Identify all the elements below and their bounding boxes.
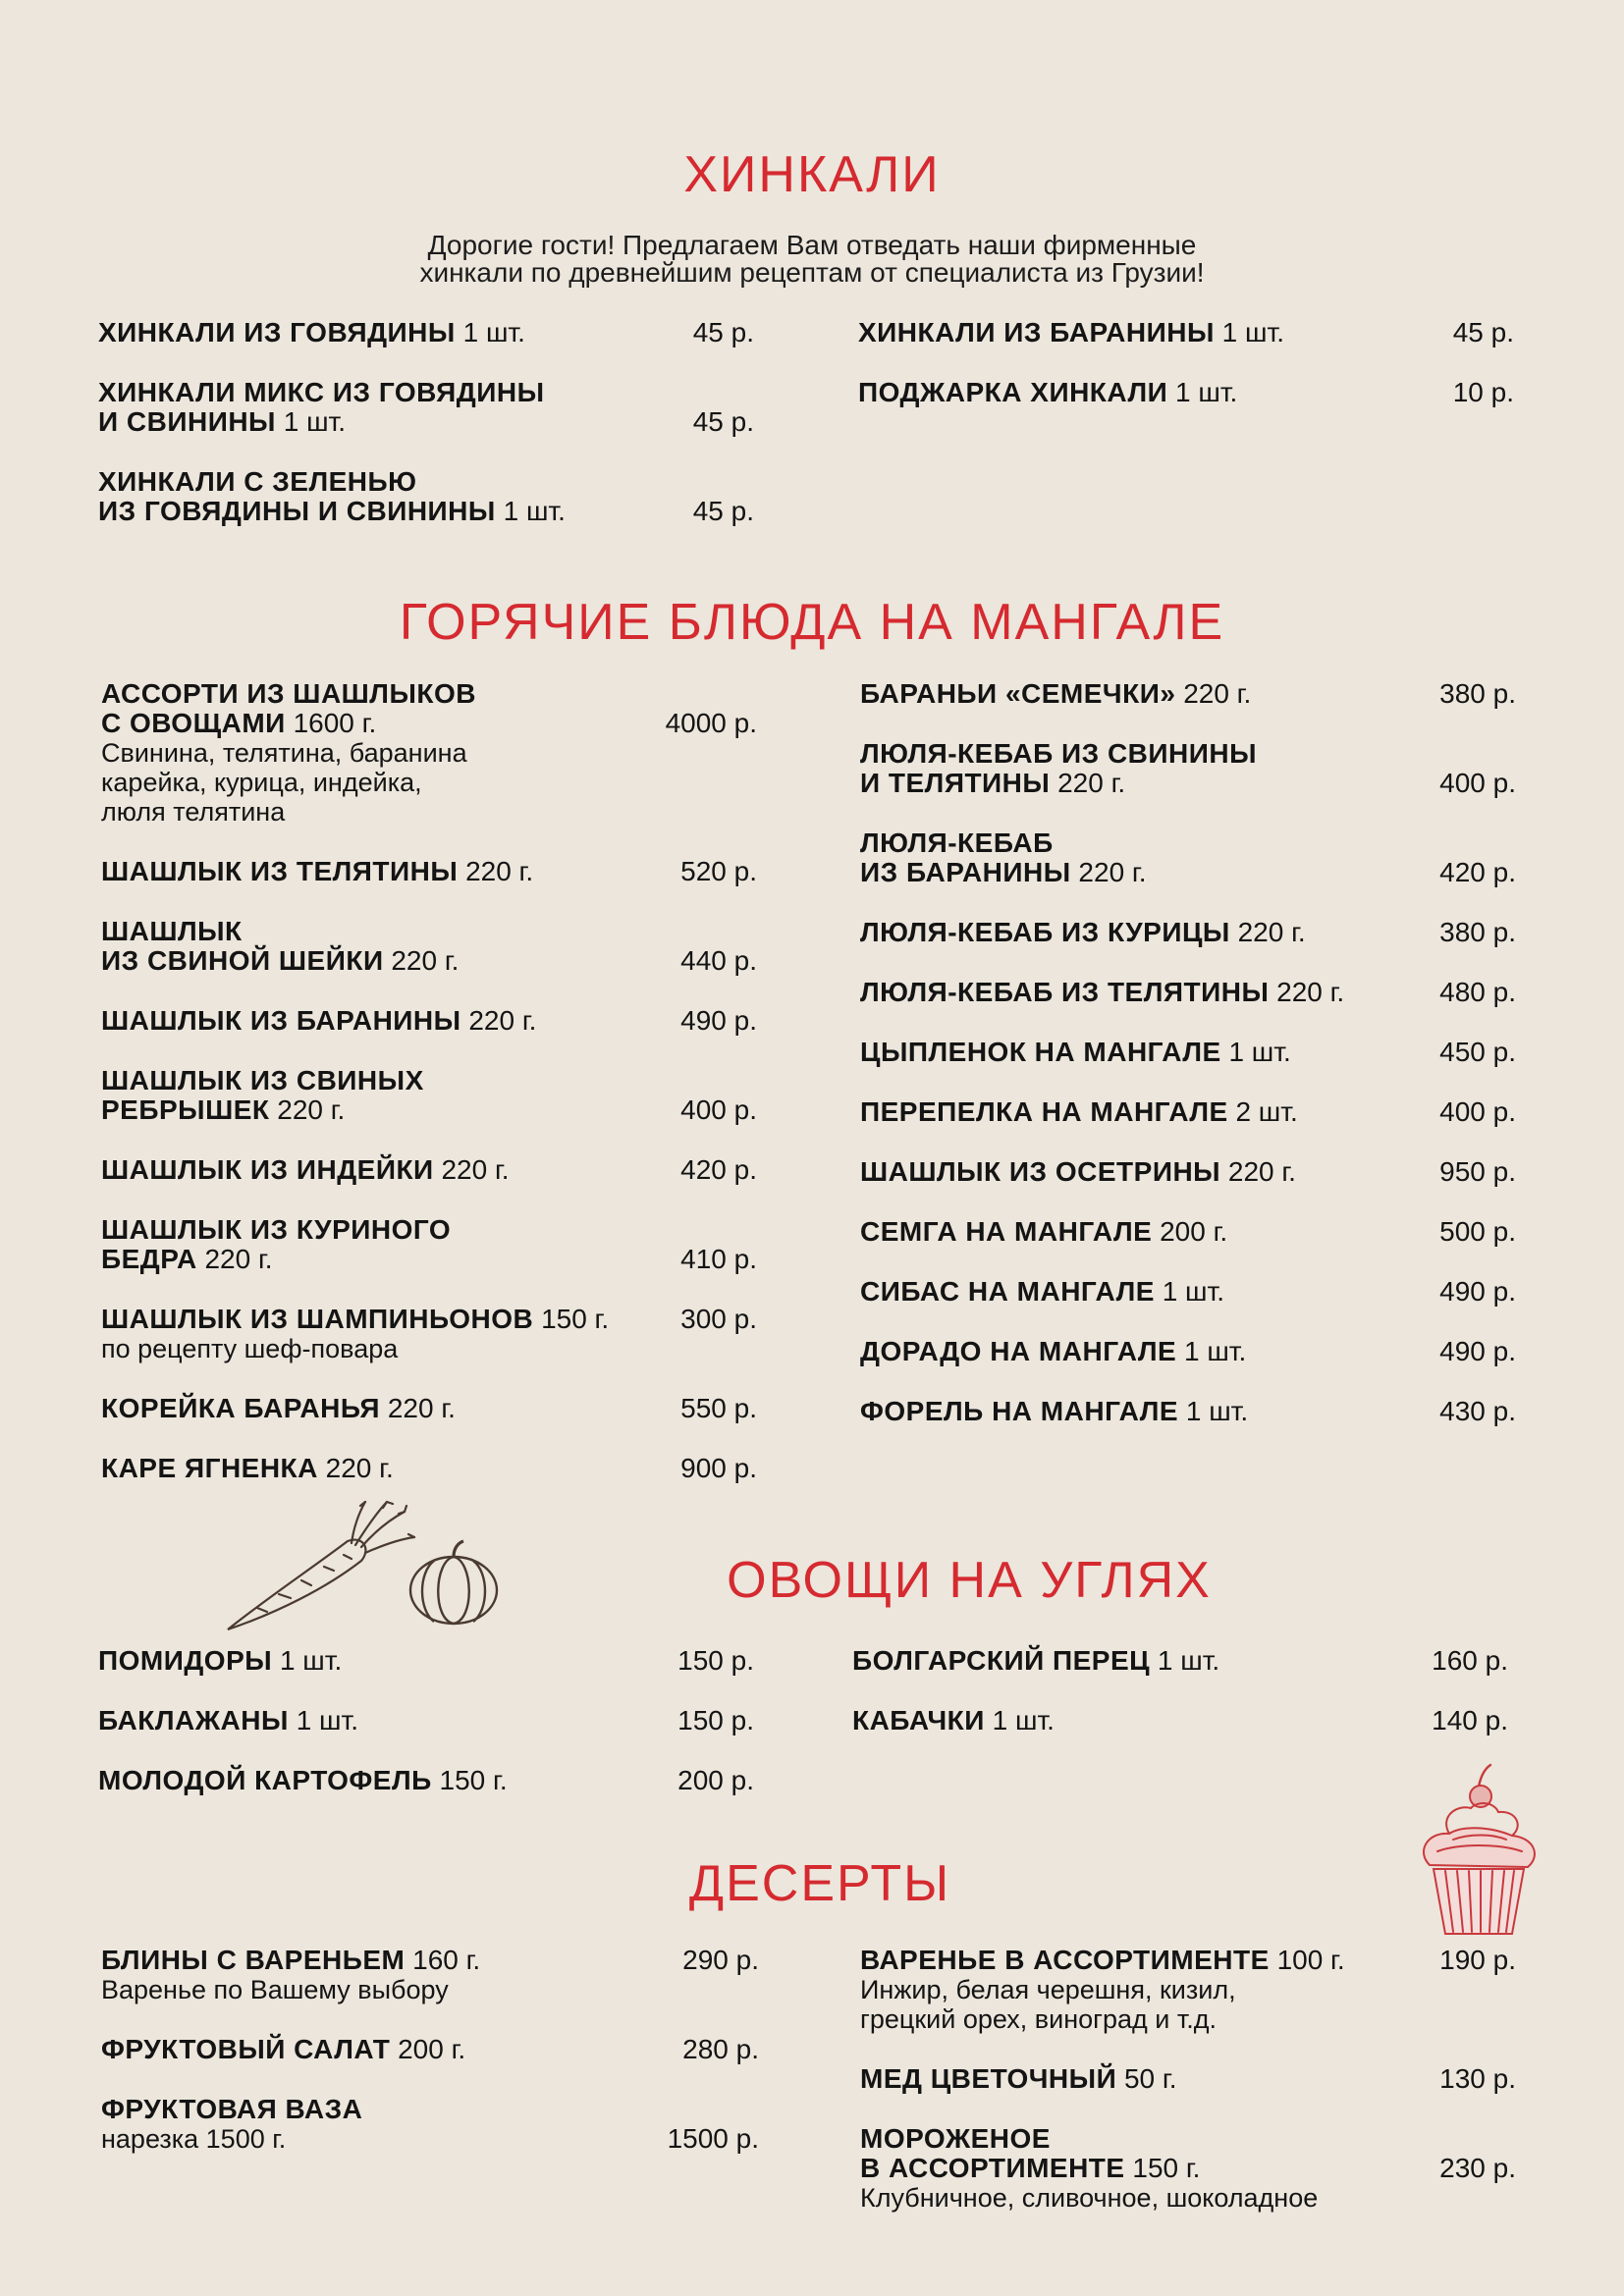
menu-item: КАБАЧКИ 1 шт. 140 р. [852, 1705, 1508, 1735]
khinkali-intro [0, 232, 1624, 287]
item-description: люля телятина [101, 797, 286, 827]
menu-item: КАРЕ ЯГНЕНКА 220 г. 900 р. [101, 1453, 757, 1483]
cupcake-icon [1410, 1757, 1547, 1944]
item-description: Инжир, белая черешня, кизил, [860, 1975, 1236, 2004]
item-price: 290 р. [682, 1945, 759, 1975]
menu-item: БОЛГАРСКИЙ ПЕРЕЦ 1 шт. 160 р. [852, 1645, 1508, 1676]
item-price: 280 р. [682, 2034, 759, 2064]
menu-item: ФОРЕЛЬ НА МАНГАЛЕ 1 шт. 430 р. [860, 1396, 1516, 1426]
menu-item: ШАШЛЫК ИЗ ШАМПИНЬОНОВ 150 г. по рецепту шеф-повара 300 р. [101, 1304, 757, 1363]
item-price: 380 р. [1439, 917, 1516, 947]
item-price: 300 р. [680, 1304, 757, 1334]
menu-item: СЕМГА НА МАНГАЛЕ 200 г. 500 р. [860, 1216, 1516, 1247]
menu-item: БАКЛАЖАНЫ 1 шт. 150 р. [98, 1705, 754, 1735]
grill-right-column [860, 679, 1516, 1426]
item-price: 380 р. [1439, 678, 1516, 709]
item-price: 400 р. [1439, 768, 1516, 798]
item-price: 10 р. [1452, 377, 1514, 407]
intro-line: Дорогие гости! Предлагаем Вам отведать наши фирменные [427, 230, 1197, 260]
item-price: 45 р. [692, 317, 754, 347]
desserts-right-column [860, 1946, 1516, 2213]
desserts-title: ДЕСЕРТЫ [688, 1855, 951, 1912]
item-price: 430 р. [1439, 1396, 1516, 1426]
menu-item: ШАШЛЫК ИЗ ТЕЛЯТИНЫ 220 г. 520 р. [101, 856, 757, 886]
menu-item: ХИНКАЛИ МИКС ИЗ ГОВЯДИНЫ И СВИНИНЫ 1 шт. 45 р. [98, 377, 754, 437]
item-price: 410 р. [680, 1244, 757, 1274]
menu-item: ФРУКТОВАЯ ВАЗА нарезка 1500 г. 1500 р. [101, 2094, 759, 2154]
item-price: 550 р. [680, 1393, 757, 1423]
item-description: Клубничное, сливочное, шоколадное [860, 2183, 1319, 2213]
item-price: 420 р. [680, 1154, 757, 1185]
vegetables-right-column [852, 1646, 1508, 1735]
khinkali-right-column [858, 318, 1514, 407]
menu-item: ПЕРЕПЕЛКА НА МАНГАЛЕ 2 шт. 400 р. [860, 1096, 1516, 1127]
item-price: 150 р. [677, 1705, 754, 1735]
desserts-left-column [101, 1946, 759, 2154]
item-price: 440 р. [680, 945, 757, 976]
menu-item: ШАШЛЫК ИЗ ИНДЕЙКИ 220 г. 420 р. [101, 1154, 757, 1185]
menu-item: БЛИНЫ С ВАРЕНЬЕМ 160 г. Варенье по Вашему выбору 290 р. [101, 1945, 759, 2004]
grill-left-column [101, 679, 757, 1483]
item-price: 400 р. [680, 1095, 757, 1125]
item-description: грецкий орех, виноград и т.д. [860, 2004, 1217, 2034]
item-price: 480 р. [1439, 977, 1516, 1007]
item-price: 490 р. [680, 1005, 757, 1036]
item-description: нарезка 1500 г. [101, 2124, 287, 2154]
item-description: карейка, курица, индейка, [101, 768, 422, 797]
menu-item: ЛЮЛЯ-КЕБАБ ИЗ СВИНИНЫ И ТЕЛЯТИНЫ 220 г. 400 р. [860, 738, 1516, 798]
menu-item: КОРЕЙКА БАРАНЬЯ 220 г. 550 р. [101, 1393, 757, 1423]
item-price: 520 р. [680, 856, 757, 886]
item-price: 190 р. [1439, 1945, 1516, 1975]
menu-item: МОЛОДОЙ КАРТОФЕЛЬ 150 г. 200 р. [98, 1765, 754, 1795]
menu-item: ФРУКТОВЫЙ САЛАТ 200 г. 280 р. [101, 2034, 759, 2064]
menu-item: ПОДЖАРКА ХИНКАЛИ 1 шт. 10 р. [858, 377, 1514, 407]
item-description: Свинина, телятина, баранина [101, 738, 467, 768]
menu-item: ШАШЛЫК ИЗ КУРИНОГО БЕДРА 220 г. 410 р. [101, 1214, 757, 1274]
menu-item: СИБАС НА МАНГАЛЕ 1 шт. 490 р. [860, 1276, 1516, 1307]
item-price: 400 р. [1439, 1096, 1516, 1127]
menu-item: ШАШЛЫК ИЗ СВИНОЙ ШЕЙКИ 220 г. 440 р. [101, 916, 757, 976]
item-price: 150 р. [677, 1645, 754, 1676]
menu-item: ЛЮЛЯ-КЕБАБ ИЗ ТЕЛЯТИНЫ 220 г. 480 р. [860, 977, 1516, 1007]
item-price: 500 р. [1439, 1216, 1516, 1247]
menu-item: ЛЮЛЯ-КЕБАБ ИЗ КУРИЦЫ 220 г. 380 р. [860, 917, 1516, 947]
item-price: 490 р. [1439, 1336, 1516, 1366]
menu-item: МОРОЖЕНОЕ В АССОРТИМЕНТЕ 150 г. Клубничное, сливочное, шоколадное 230 р. [860, 2123, 1516, 2213]
menu-item: ЦЫПЛЕНОК НА МАНГАЛЕ 1 шт. 450 р. [860, 1037, 1516, 1067]
menu-item: ХИНКАЛИ ИЗ ГОВЯДИНЫ 1 шт. 45 р. [98, 317, 754, 347]
item-price: 200 р. [677, 1765, 754, 1795]
khinkali-left-column [98, 318, 754, 526]
item-price: 45 р. [1452, 317, 1514, 347]
item-description: по рецепту шеф-повара [101, 1334, 399, 1363]
item-price: 4000 р. [665, 708, 757, 738]
menu-item: ХИНКАЛИ ИЗ БАРАНИНЫ 1 шт. 45 р. [858, 317, 1514, 347]
menu-item: ЛЮЛЯ-КЕБАБ ИЗ БАРАНИНЫ 220 г. 420 р. [860, 828, 1516, 887]
vegetables-title: ОВОЩИ НА УГЛЯХ [727, 1552, 1212, 1609]
item-price: 45 р. [692, 406, 754, 437]
menu-item: АССОРТИ ИЗ ШАШЛЫКОВ С ОВОЩАМИ 1600 г. Свинина, телятина, баранина карейка, курица, индейка, люля телятина 4000 р. [101, 678, 757, 827]
vegetables-left-column [98, 1646, 754, 1795]
item-price: 230 р. [1439, 2153, 1516, 2183]
item-price: 900 р. [680, 1453, 757, 1483]
menu-item: ШАШЛЫК ИЗ ОСЕТРИНЫ 220 г. 950 р. [860, 1156, 1516, 1187]
item-price: 140 р. [1432, 1705, 1508, 1735]
item-price: 45 р. [692, 496, 754, 526]
menu-item: БАРАНЬИ «СЕМЕЧКИ» 220 г. 380 р. [860, 678, 1516, 709]
menu-item: ШАШЛЫК ИЗ СВИНЫХ РЕБРЫШЕК 220 г. 400 р. [101, 1065, 757, 1125]
item-price: 1500 р. [667, 2123, 759, 2154]
menu-item: ШАШЛЫК ИЗ БАРАНИНЫ 220 г. 490 р. [101, 1005, 757, 1036]
item-price: 490 р. [1439, 1276, 1516, 1307]
menu-item: ПОМИДОРЫ 1 шт. 150 р. [98, 1645, 754, 1676]
menu-item: ДОРАДО НА МАНГАЛЕ 1 шт. 490 р. [860, 1336, 1516, 1366]
grill-title: ГОРЯЧИЕ БЛЮДА НА МАНГАЛЕ [399, 594, 1225, 651]
item-price: 420 р. [1439, 857, 1516, 887]
item-price: 450 р. [1439, 1037, 1516, 1067]
item-price: 160 р. [1432, 1645, 1508, 1676]
menu-item: ХИНКАЛИ С ЗЕЛЕНЬЮ ИЗ ГОВЯДИНЫ И СВИНИНЫ 1 шт. 45 р. [98, 466, 754, 526]
item-description: Варенье по Вашему выбору [101, 1975, 449, 2004]
item-price: 130 р. [1439, 2063, 1516, 2094]
intro-line: хинкали по древнейшим рецептам от специалиста из Грузии! [419, 257, 1205, 288]
item-price: 950 р. [1439, 1156, 1516, 1187]
menu-item: МЕД ЦВЕТОЧНЫЙ 50 г. 130 р. [860, 2063, 1516, 2094]
khinkali-title: ХИНКАЛИ [683, 146, 941, 203]
menu-item: ВАРЕНЬЕ В АССОРТИМЕНТЕ 100 г. Инжир, белая черешня, кизил, грецкий орех, виноград и т.д. 190 р. [860, 1945, 1516, 2034]
